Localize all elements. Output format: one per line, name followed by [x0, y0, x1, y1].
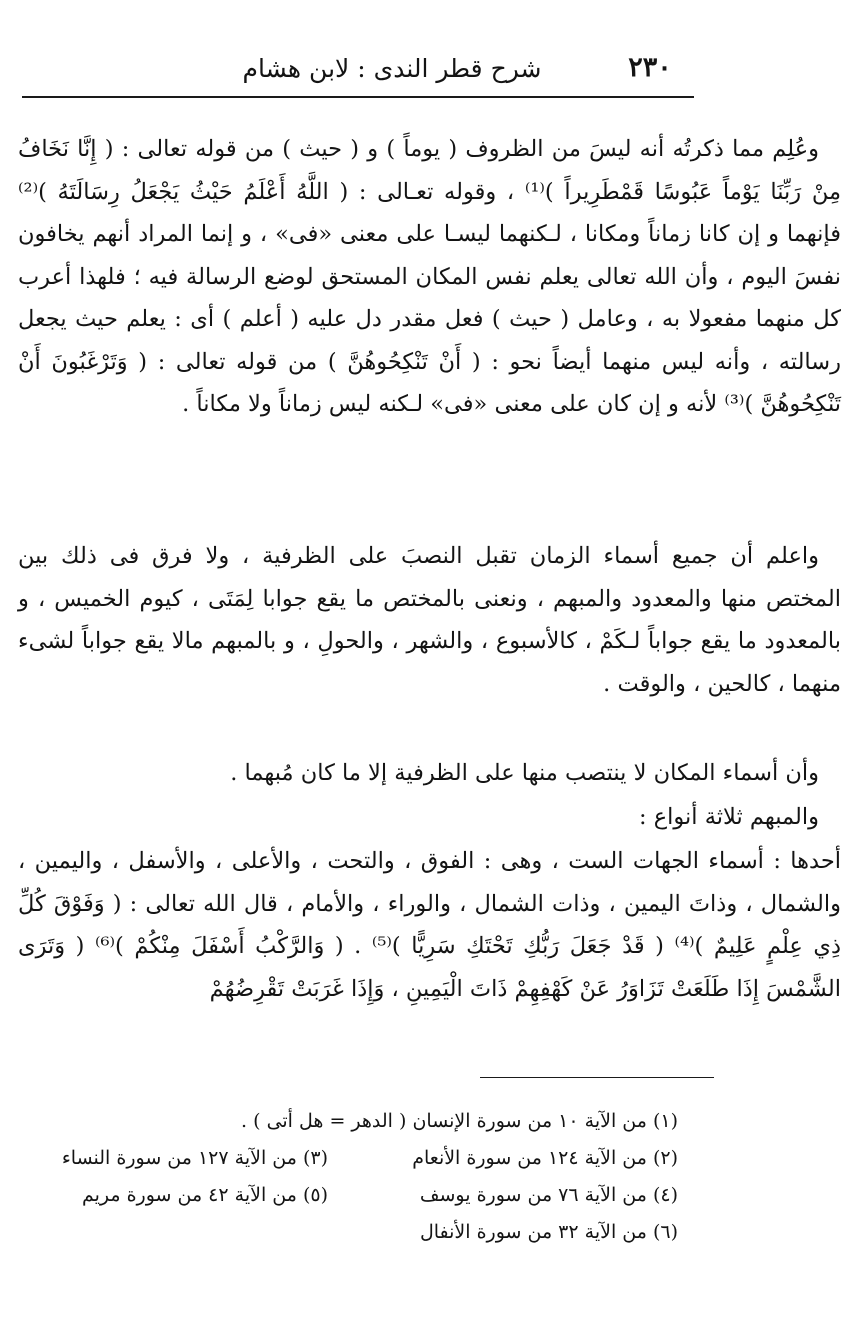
paragraph	[18, 840, 841, 1010]
page-number: ٢٣٠	[628, 52, 672, 83]
footnote-row	[40, 1214, 678, 1251]
footnote: (١) من الآية ١٠ من سورة الإنسان ( الدهر = هل أتى ) .	[241, 1110, 678, 1132]
paragraph	[18, 796, 841, 839]
footnote-row	[40, 1177, 678, 1214]
paragraph-text: وعُلِم مما ذكرتُه أنه ليسَ من الظروف ( يوماً ) و ( حيث ) من قوله تعالى : ( إِنَّا نَخَافُ مِنْ رَبِّنَا يَوْماً عَبُوسًا قَمْطَرِيراً )⁽¹⁾ ، وقوله تعـالى : ( اللَّهُ أَعْلَمُ حَيْثُ يَجْعَلُ رِسَالَتَهُ )⁽²⁾ فإنهما و إن كانا زماناً ومكانا ، لـكنهما ليسـا على معنى «فى» ، و إنما المراد أنهم يخافون نفسَ اليوم ، وأن الله تعالى يعلم نفس المكان المستحق لوضع الرسالة فيه ؛ فلهذا أعرب كل منهما مفعولا به ، وعامل ( حيث ) فعل مقدر دل عليه ( أعلم ) أى : يعلم حيث يجعل رسالته ، وأنه ليس منهما أيضاً نحو : ( أَنْ تَنْكِحُوهُنَّ ) من قوله تعالى : ( وَتَرْغَبُونَ أَنْ تَنْكِحُوهُنَّ )⁽³⁾ لأنه و إن كان على معنى «فى» لـكنه ليس زماناً ولا مكاناً .	[18, 136, 841, 417]
footnote: (٦) من الآية ٣٢ من سورة الأنفال	[419, 1221, 678, 1243]
page-header	[22, 50, 694, 98]
paragraph	[18, 535, 841, 705]
footnote: (٣) من الآية ١٢٧ من سورة النساء	[61, 1147, 328, 1169]
footnote: (٥) من الآية ٤٢ من سورة مريم	[81, 1184, 328, 1206]
running-title: شرح قطر الندى : لابن هشام	[242, 54, 542, 83]
footnote-row	[40, 1140, 678, 1177]
footnote-divider	[480, 1077, 714, 1078]
footnote-row	[40, 1103, 678, 1140]
paragraph	[18, 752, 841, 795]
footnotes	[40, 1103, 678, 1251]
paragraph-text: أحدها : أسماء الجهات الست ، وهى : الفوق ، والتحت ، والأعلى ، والأسفل ، واليمين ، والشمال ، وذاتَ اليمين ، وذات الشمال ، والوراء ، والأمام ، قال الله تعالى : ( وَفَوْقَ كُلِّ ذِي عِلْمٍ عَلِيمٌ )⁽⁴⁾ ( قَدْ جَعَلَ رَبُّكِ تَحْتَكِ سَرِيًّا )⁽⁵⁾ . ( وَالرَّكْبُ أَسْفَلَ مِنْكُمْ )⁽⁶⁾ ( وَتَرَى الشَّمْسَ إِذَا طَلَعَتْ تَزَاوَرُ عَنْ كَهْفِهِمْ ذَاتَ الْيَمِينِ ، وَإِذَا غَرَبَتْ تَقْرِضُهُمْ	[18, 848, 841, 1002]
paragraph	[18, 128, 841, 426]
footnote: (٤) من الآية ٧٦ من سورة يوسف	[419, 1184, 678, 1206]
paragraph-text: وأن أسماء المكان لا ينتصب منها على الظرفية إلا ما كان مُبهما .	[230, 760, 819, 786]
footnote: (٢) من الآية ١٢٤ من سورة الأنعام	[412, 1147, 678, 1169]
paragraph-text: والمبهم ثلاثة أنواع :	[639, 804, 819, 830]
paragraph-text: واعلم أن جميع أسماء الزمان تقبل النصبَ على الظرفية ، ولا فرق فى ذلك بين المختص منها والمعدود والمبهم ، ونعنى بالمختص ما يقع جوابا لِمَتَى ، كيوم الخميس ، و بالمعدود ما يقع جواباً لـكَمْ ، كالأسبوع ، والشهر ، والحولِ ، و بالمبهم مالا يقع جواباً لشىء منهما ، كالحين ، والوقت .	[18, 543, 841, 697]
